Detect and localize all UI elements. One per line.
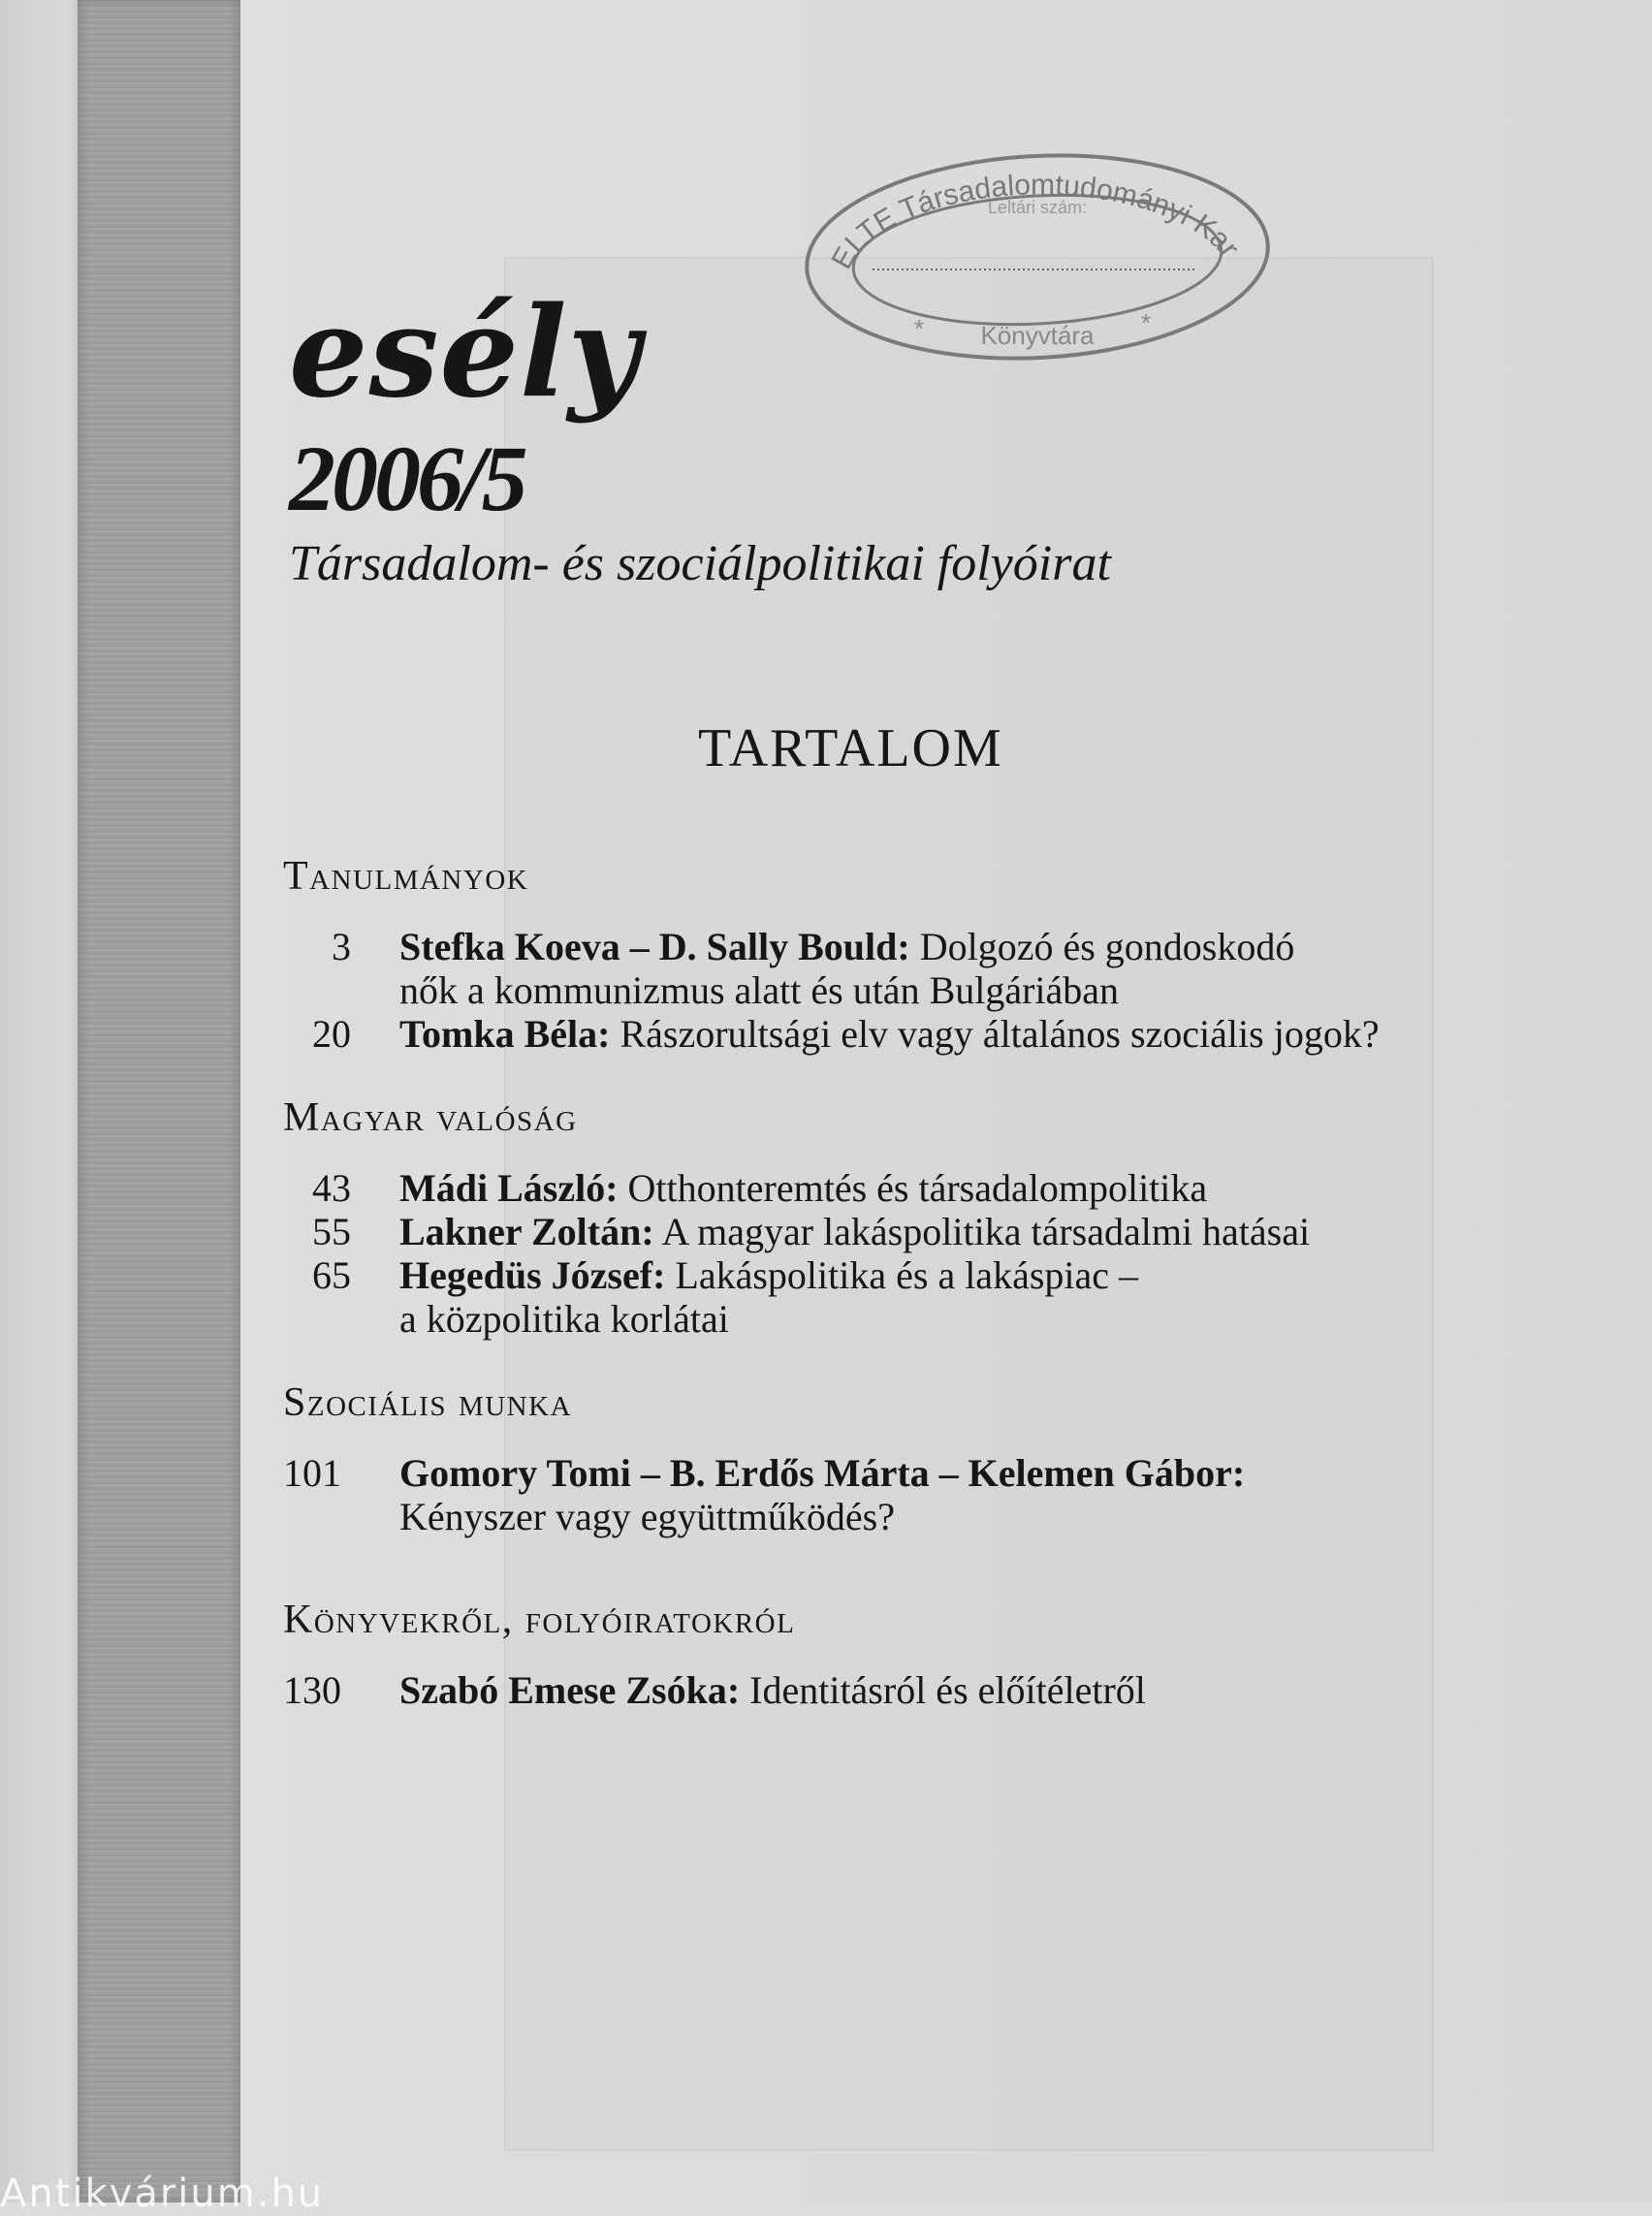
toc-section-magyar-valosag (283, 1094, 1582, 1341)
entry-title: A magyar lakáspolitika társadalmi hatásai (661, 1210, 1311, 1253)
entry-author: Szabó Emese Zsóka: (399, 1668, 741, 1712)
issue-number: 2006/5 (289, 427, 524, 530)
stamp-star-right-icon: * (1141, 308, 1152, 337)
toc-entry (283, 1012, 1582, 1056)
entry-title: Lakáspolitika és a lakáspiac – (675, 1253, 1139, 1297)
entry-author: Gomory Tomi – B. Erdős Márta – Kelemen Gábor: (399, 1451, 1246, 1495)
section-title: Tanulmányok (283, 854, 529, 899)
watermark: Antikvárium.hu (0, 2171, 325, 2216)
toc-entry (283, 1166, 1582, 1210)
section-title: Szociális munka (283, 1380, 573, 1425)
entry-title-cont: a közpolitika korlátai (399, 1297, 729, 1341)
toc-entry (283, 1668, 1582, 1712)
entry-author: Stefka Koeva – D. Sally Bould: (399, 925, 910, 968)
journal-title: esély (289, 280, 641, 426)
entry-author: Hegedüs József: (399, 1253, 666, 1297)
journal-subtitle: Társadalom- és szociálpolitikai folyóirat (289, 536, 1111, 591)
stamp-arc-bottom: Könyvtára (980, 321, 1095, 350)
entry-page: 43 (312, 1166, 351, 1210)
stamp-star-left-icon: * (914, 314, 925, 343)
entry-title: Rászorultsági elv vagy általános szociális jogok? (620, 1012, 1380, 1056)
toc-entry (283, 1451, 1582, 1538)
stamp-arc-top: ELTE Társadalomtudományi Kar (825, 169, 1246, 275)
entry-title: Otthonteremtés és társadalompolitika (627, 1166, 1208, 1210)
entry-title: Identitásról és előítéletről (749, 1668, 1146, 1712)
toc-entry (283, 925, 1582, 1012)
toc-heading: TARTALOM (698, 718, 1003, 778)
toc-entry (283, 1210, 1582, 1253)
entry-author: Tomka Béla: (399, 1012, 611, 1056)
toc-section-konyvekrol (283, 1597, 1582, 1712)
table-of-contents (283, 853, 1582, 1751)
entry-title-cont: nők a kommunizmus alatt és után Bulgáriában (399, 968, 1120, 1012)
entry-page: 20 (312, 1012, 351, 1056)
entry-page: 55 (312, 1210, 351, 1253)
entry-author: Lakner Zoltán: (399, 1210, 654, 1253)
toc-section-szocialis-munka (283, 1379, 1582, 1538)
toc-section-tanulmanyok (283, 853, 1582, 1056)
section-title: Könyvekről, folyóiratokról (283, 1598, 796, 1642)
entry-page: 65 (312, 1253, 351, 1297)
masthead (289, 280, 1111, 591)
page-edge (0, 0, 87, 2202)
entry-page: 101 (283, 1451, 341, 1495)
entry-page: 3 (332, 925, 351, 968)
binding-spine (78, 0, 240, 2202)
entry-author: Mádi László: (399, 1166, 619, 1210)
entry-page: 130 (283, 1668, 341, 1712)
stamp-inner-label: Leltári szám: (987, 198, 1088, 217)
entry-title: Kényszer vagy együttműködés? (399, 1495, 895, 1538)
section-title: Magyar valóság (283, 1095, 578, 1140)
toc-entry (283, 1253, 1582, 1341)
entry-title: Dolgozó és gondoskodó (919, 925, 1295, 968)
